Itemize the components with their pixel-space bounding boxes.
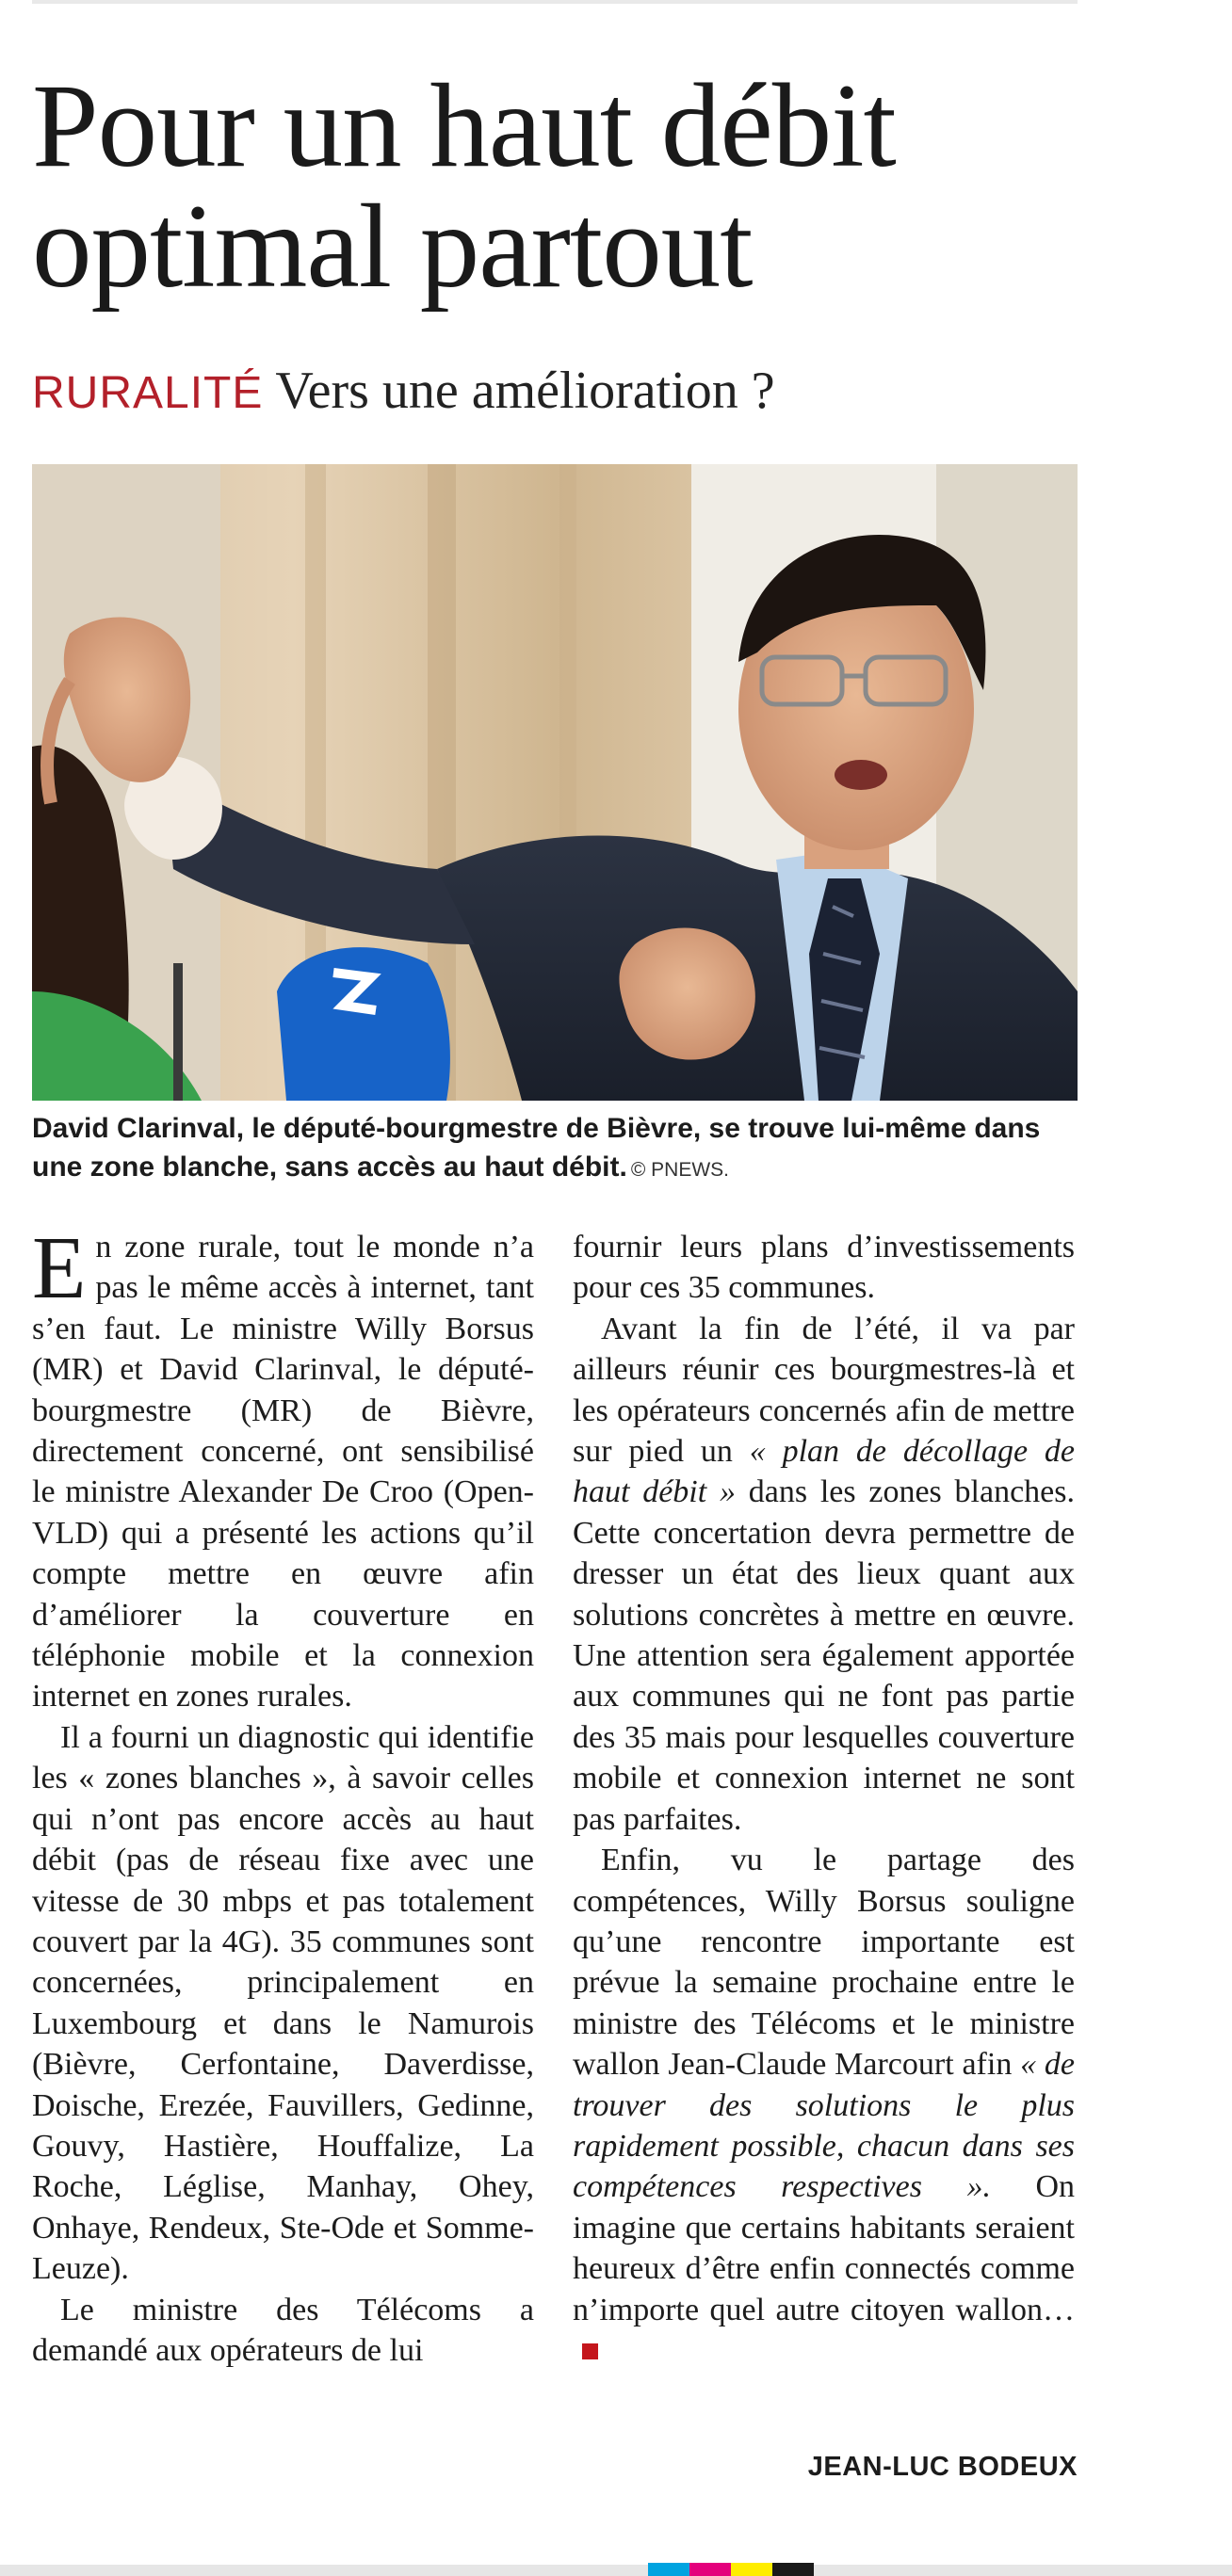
bottom-rule [0, 2565, 1232, 2576]
article-photo [32, 464, 1078, 1101]
kicker [32, 358, 1087, 427]
paragraph-5-text-b: On imagine que certains habitants seraient heureux d’être enfin connectés comme n’importe quel autre citoyen wallon… [573, 2169, 1076, 2327]
paragraph-4-text-a: Avant la fin de l’été, il va par ailleurs réunir ces bourgmestres-là et les opérateurs concernés afin de mettre sur pied un [573, 1311, 1075, 1470]
paragraph-4-quote: « plan de décollage de haut débit » [573, 1434, 1076, 1510]
paragraph-1 [32, 1219, 534, 1717]
rubric-label: RURALITÉ [32, 368, 264, 418]
headline [32, 60, 1087, 313]
headline-line-2: optimal partout [32, 181, 753, 313]
paragraph-4 [573, 1309, 1075, 1840]
paragraph-4-text-b: dans les zones blanches. Cette concertation devra permettre de dresser un état des lieux quant aux solutions concrètes à mettre en œuvre. Une attention sera également apportée aux communes qui ne font pas partie des 35 mais pour lesquelles couverture mobile et connexion internet ne sont pas parfaites. [573, 1474, 1075, 1837]
paragraph-3-continued: fournir leurs plans d’investissements pour ces 35 communes. [573, 1230, 1075, 1306]
paragraph-3: Le ministre des Télécoms a demandé aux opérateurs de lui [32, 2292, 534, 2368]
paragraph-5 [573, 1840, 1075, 2371]
paragraph-2: Il a fourni un diagnostic qui identifie les « zones blanches », à savoir celles qui n’ont pas encore accès au haut débit (pas de réseau fixe avec une vitesse de 30 mbps et pas totalement couvert par la 4G). 35 communes sont concernées, principalement en Luxembourg et dans le Namurois (Bièvre, Cerfontaine, Daverdisse, Doische, Erezée, Fauvillers, Gedinne, Gouvy, Hastière, Houffalize, La Roche, Léglise, Manhay, Ohey, Onhaye, Rendeux, Ste-Ode et Somme-Leuze). [32, 1719, 534, 2287]
drop-cap: E [32, 1219, 87, 1317]
paragraph-1-text: n zone rurale, tout le monde n’a pas le même accès à internet, tant s’en faut. Le ministre Willy Borsus (MR) et David Clarinval, le député-bourgmestre (MR) de Bièvre, directement concerné, ont sensibilisé le ministre Alexander De Croo (Open-VLD) qui a présenté les actions qu’il compte mettre en œuvre afin d’améliorer la couverture en téléphonie mobile et la connexion internet en zones rurales. [32, 1230, 534, 1715]
end-mark-icon [582, 2343, 598, 2359]
article-column-left [32, 1219, 534, 2371]
registration-mark-black [772, 2563, 814, 2576]
top-rule [32, 0, 1078, 4]
photo-caption [32, 1109, 1078, 1189]
headline-line-1: Pour un haut débit [32, 60, 896, 192]
registration-mark-cyan [648, 2563, 689, 2576]
registration-mark-magenta [689, 2563, 731, 2576]
paragraph-5-quote: « de trouver des solutions le plus rapidement possible, chacun dans ses compétences respectives ». [573, 2047, 1076, 2205]
article-column-right [573, 1227, 1075, 2371]
registration-mark-yellow [731, 2563, 772, 2576]
photo-credit: © PNEWS. [630, 1159, 730, 1181]
subtitle: Vers une amélioration ? [275, 362, 775, 420]
caption-text: David Clarinval, le député-bourgmestre de Bièvre, se trouve lui-même dans une zone blanche, sans accès au haut débit. [32, 1113, 1041, 1183]
author-signature: JEAN-LUC BODEUX [807, 2452, 1078, 2482]
paragraph-5-text-a: Enfin, vu le partage des compétences, Willy Borsus souligne qu’une rencontre importante est prévue la semaine prochaine entre le ministre des Télécoms et le ministre wallon Jean-Claude Marcourt afin [573, 1843, 1075, 2083]
